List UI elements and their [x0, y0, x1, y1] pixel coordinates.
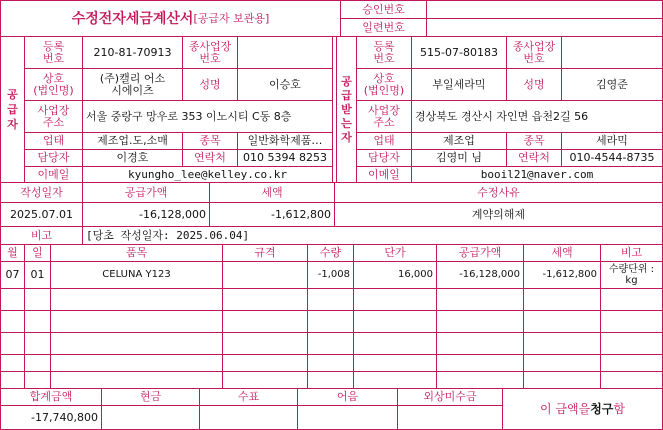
claim-statement [503, 389, 662, 429]
buyer-item-label: 종목 [507, 133, 562, 150]
date-label: 작성일자 [1, 183, 83, 203]
table-cell [223, 333, 308, 355]
col-item-header: 품목 [51, 245, 223, 262]
total-label: 합계금액 [1, 389, 102, 406]
credit-label: 외상미수금 [398, 389, 503, 406]
side-char: 는 [341, 116, 352, 130]
table-cell [1, 289, 25, 311]
col-tax-header: 세액 [524, 245, 601, 262]
table-cell [437, 372, 524, 389]
table-cell [354, 289, 437, 311]
bill-label: 어음 [298, 389, 398, 406]
table-cell [524, 311, 601, 333]
supplier-reg-no: 210-81-70913 [83, 37, 183, 69]
table-cell [223, 372, 308, 389]
table-cell [25, 311, 51, 333]
reason-label: 수정사유 [335, 183, 662, 203]
total-value: -17,740,800 [1, 406, 102, 429]
table-cell [1, 311, 25, 333]
buyer-biz-type-label: 업태 [357, 133, 412, 150]
col-day-header: 일 [25, 245, 51, 262]
table-cell [524, 333, 601, 355]
table-cell [1, 333, 25, 355]
table-cell [308, 311, 354, 333]
title-main: 수정전자세금계산서 [71, 10, 194, 27]
note-value: [당초 작성일자: 2025.06.04] [83, 227, 662, 245]
col-month-header: 월 [1, 245, 25, 262]
side-char: 자 [7, 118, 18, 131]
empty-rows [1, 289, 662, 389]
buyer-manager: 김영미 님 [412, 150, 507, 167]
credit-value [398, 406, 503, 429]
claim-text-post: 함 [613, 402, 625, 416]
check-label: 수표 [200, 389, 298, 406]
supplier-address-label: 사업장 주소 [25, 101, 83, 133]
col-note-header: 비고 [601, 245, 662, 262]
table-cell [308, 355, 354, 372]
supplier-address: 서울 중랑구 망우로 353 이노시티 C동 8층 [83, 101, 333, 133]
side-char: 공 [341, 74, 352, 88]
buyer-reg-no-label: 등록 번호 [357, 37, 412, 69]
table-cell [223, 355, 308, 372]
table-cell [25, 289, 51, 311]
table-cell: 07 [1, 262, 25, 289]
supply-label: 공급가액 [83, 183, 210, 203]
table-cell [51, 289, 223, 311]
note-label: 비고 [1, 227, 83, 245]
supplier-biz-type-label: 업태 [25, 133, 83, 150]
table-cell [437, 311, 524, 333]
table-cell [437, 355, 524, 372]
serial-no-label: 일련번호 [341, 19, 427, 37]
buyer-address-label: 사업장 주소 [357, 101, 412, 133]
table-cell [601, 289, 662, 311]
buyer-address: 경상북도 경산시 자인면 읍천2길 56 [412, 101, 662, 133]
supplier-item: 일반화학제품… [238, 133, 333, 150]
col-spec-header: 규격 [223, 245, 308, 262]
table-cell [51, 311, 223, 333]
table-cell: CELUNA Y123 [51, 262, 223, 289]
buyer-reg-no: 515-07-80183 [412, 37, 507, 69]
side-char: 공 [7, 88, 18, 101]
table-cell: 수량단위 : kg [601, 262, 662, 289]
table-cell [223, 262, 308, 289]
supplier-branch-label: 종사업장 번호 [183, 37, 238, 69]
bill-value [298, 406, 398, 429]
supplier-company: (주)캘리 어소 시에이츠 [83, 69, 183, 101]
table-cell [25, 355, 51, 372]
supplier-name: 이승호 [238, 69, 333, 101]
buyer-branch [562, 37, 662, 69]
title-sub: [공급자 보관용] [193, 11, 270, 25]
table-cell [51, 372, 223, 389]
claim-text-pre: 이 금액을 [540, 402, 591, 416]
side-char: 급 [7, 103, 18, 116]
table-cell [1, 355, 25, 372]
supplier-branch [238, 37, 333, 69]
serial-no-value [427, 19, 662, 37]
invoice-title [1, 1, 341, 37]
supplier-contact: 010 5394 8253 [238, 150, 333, 167]
table-cell [1, 372, 25, 389]
supplier-reg-no-label: 등록 번호 [25, 37, 83, 69]
table-cell [354, 311, 437, 333]
table-cell [223, 311, 308, 333]
check-value [200, 406, 298, 429]
table-cell [308, 289, 354, 311]
table-cell [25, 372, 51, 389]
col-qty-header: 수량 [308, 245, 354, 262]
supplier-contact-label: 연락처 [183, 150, 238, 167]
table-cell [601, 333, 662, 355]
cash-value [102, 406, 200, 429]
table-cell [524, 289, 601, 311]
cash-label: 현금 [102, 389, 200, 406]
table-cell [51, 333, 223, 355]
table-cell [437, 333, 524, 355]
buyer-company-label: 상호 (법인명) [357, 69, 412, 101]
tax-label: 세액 [210, 183, 335, 203]
table-cell [51, 355, 223, 372]
table-cell [223, 289, 308, 311]
side-char: 자 [341, 130, 352, 144]
supplier-name-label: 성명 [183, 69, 238, 101]
supply-value: -16,128,000 [83, 203, 210, 227]
tax-value: -1,612,800 [210, 203, 335, 227]
table-cell: -16,128,000 [437, 262, 524, 289]
supplier-manager: 이경호 [83, 150, 183, 167]
supplier-side-label [1, 37, 25, 183]
table-cell: 01 [25, 262, 51, 289]
buyer-email: booil21@naver.com [412, 167, 662, 183]
buyer-contact-label: 연락처 [507, 150, 562, 167]
supplier-item-label: 종목 [183, 133, 238, 150]
supplier-manager-label: 담당자 [25, 150, 83, 167]
table-cell [354, 355, 437, 372]
supplier-email: kyungho_lee@kelley.co.kr [83, 167, 333, 183]
table-cell: 16,000 [354, 262, 437, 289]
buyer-item: 세라믹 [562, 133, 662, 150]
buyer-contact: 010-4544-8735 [562, 150, 662, 167]
buyer-email-label: 이메일 [357, 167, 412, 183]
reason-value: 계약의해제 [335, 203, 662, 227]
buyer-name: 김영준 [562, 69, 662, 101]
side-char: 받 [341, 102, 352, 116]
approval-no-label: 승인번호 [341, 1, 427, 19]
table-cell [25, 333, 51, 355]
buyer-manager-label: 담당자 [357, 150, 412, 167]
table-cell: -1,612,800 [524, 262, 601, 289]
buyer-side-label [337, 37, 357, 183]
claim-word: 청구 [590, 402, 614, 416]
date-value: 2025.07.01 [1, 203, 83, 227]
supplier-biz-type: 제조업.도,소매 [83, 133, 183, 150]
buyer-name-label: 성명 [507, 69, 562, 101]
table-cell [308, 333, 354, 355]
col-supply-header: 공급가액 [437, 245, 524, 262]
table-cell [601, 355, 662, 372]
side-char: 급 [341, 88, 352, 102]
table-cell [524, 355, 601, 372]
table-cell [308, 372, 354, 389]
table-cell [437, 289, 524, 311]
supplier-email-label: 이메일 [25, 167, 83, 183]
col-price-header: 단가 [354, 245, 437, 262]
table-cell [354, 372, 437, 389]
table-cell [354, 333, 437, 355]
table-cell [524, 372, 601, 389]
supplier-company-label: 상호 (법인명) [25, 69, 83, 101]
table-cell [601, 311, 662, 333]
table-cell [601, 372, 662, 389]
buyer-biz-type: 제조업 [412, 133, 507, 150]
table-cell: -1,008 [308, 262, 354, 289]
buyer-company: 부일세라믹 [412, 69, 507, 101]
buyer-branch-label: 종사업장 번호 [507, 37, 562, 69]
approval-no-value [427, 1, 662, 19]
